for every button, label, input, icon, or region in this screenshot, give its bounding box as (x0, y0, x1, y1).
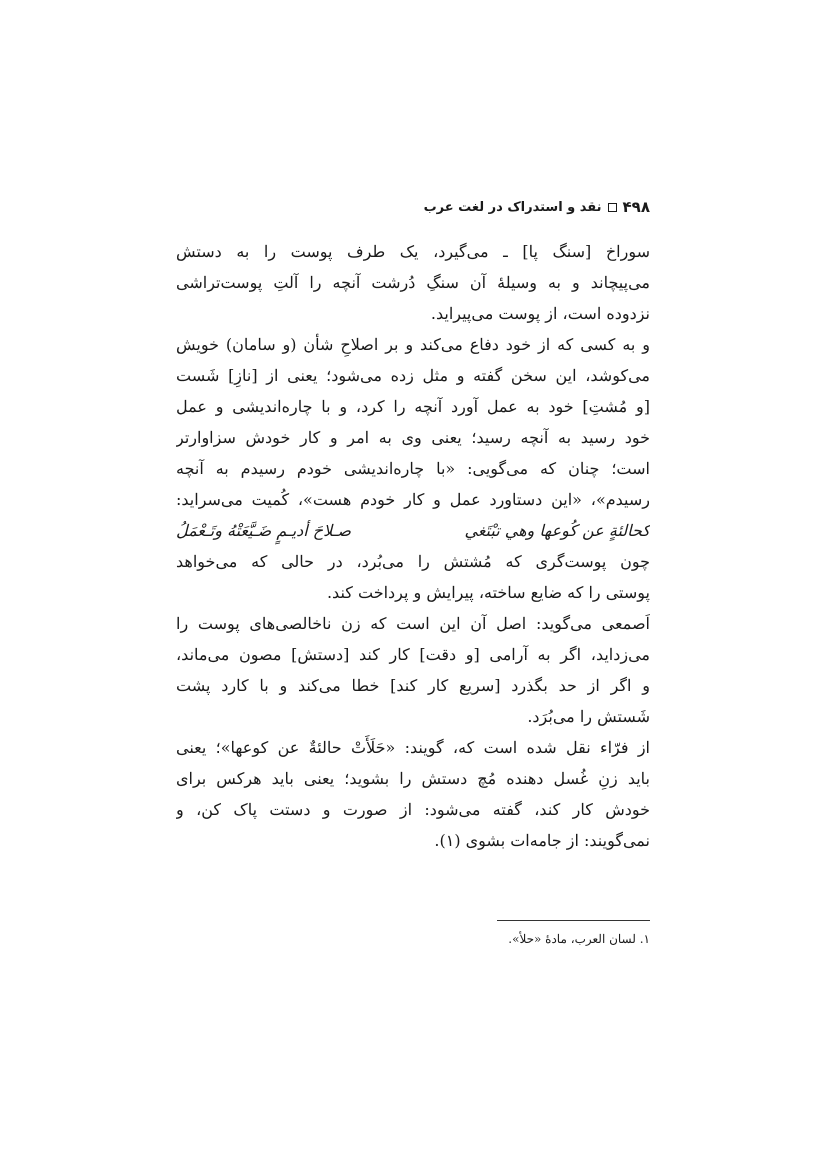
text-line: رسیدم»، «این دستاورد عمل و کار خودم هست»، کُمیت می‌سراید: (176, 490, 650, 509)
text-line: پوستی را که ضایع ساخته، پیرایش و پرداخت کند. (326, 583, 650, 602)
text-line: است؛ چنان که می‌گویی: «با چاره‌اندیشی خودم رسیدم به آنچه (176, 459, 650, 478)
footnote: ۱. لسان العرب، مادهٔ «حلأ». (508, 932, 650, 946)
text-line: می‌زداید، اگر به آرامی [و دقت] کار کند [دستش] مصون می‌ماند، (176, 645, 650, 664)
text-line: خود رسید به آنچه رسید؛ یعنی وی به امر و کار خودش سزاوارتر (176, 428, 650, 447)
page-number: ۴۹۸ (622, 198, 650, 216)
main-text (176, 236, 650, 856)
text-line: اَصمعی می‌گوید: اصل آن این است که زن ناخالصی‌های پوست را (176, 614, 650, 633)
running-header (176, 198, 650, 216)
text-line: خودش کار کند، گفته می‌شود: از صورت و دستت پاک کن، و (176, 800, 650, 819)
text-line: شَستش را می‌بُرَد. (527, 707, 650, 726)
text-line: از فرّاء نقل شده است که، گویند: «حَلَأَتْ حالئةٌ عن كوعها»؛ یعنی (176, 738, 650, 757)
verse-second-hemistich: صـلاحَ أديـمٍ ضَـيَّعَتْهُ وتَـعْمَلُ (176, 521, 351, 540)
poem-verse (176, 515, 650, 546)
text-line: می‌کوشد، این سخن گفته و مثل زده می‌شود؛ یعنی از [نازِ] شَست (176, 366, 650, 385)
book-title: نقد و استدراک در لغت عرب (423, 199, 602, 215)
square-bullet-icon (608, 203, 617, 212)
text-line: سوراخ [سنگ پا] ـ می‌گیرد، یک طرف پوست را به دستش (176, 242, 650, 261)
verse-first-hemistich: كحالئةٍ عن كُوعها وهي تبْتَغي (464, 521, 650, 540)
text-line: نمی‌گویند: از جامه‌ات بشوی (۱). (434, 831, 650, 850)
text-line: نزدوده است، از پوست می‌پیراید. (430, 304, 650, 323)
text-line: و به کسی که از خود دفاع می‌کند و بر اصلاحِ شأن (و سامان) خویش (176, 335, 650, 354)
text-line: [و مُشتِ] خود به عمل آورد آنچه را کرد، و با چاره‌اندیشی و عمل (176, 397, 650, 416)
footnote-separator (497, 920, 650, 921)
text-line: می‌پیچاند و به وسیلهٔ آن سنگِ دُرشت آنچه را آلتِ پوست‌تراشی (176, 273, 650, 292)
text-line: و اگر از حد بگذرد [سریع کار کند] خطا می‌کند و با کارد پشت (176, 676, 650, 695)
text-line: باید زنِ غُسل دهنده مُچ دستش را بشوید؛ یعنی باید هرکس برای (176, 769, 650, 788)
text-line: چون پوست‌گری که مُشتش را می‌بُرد، در حالی که می‌خواهد (176, 552, 650, 571)
